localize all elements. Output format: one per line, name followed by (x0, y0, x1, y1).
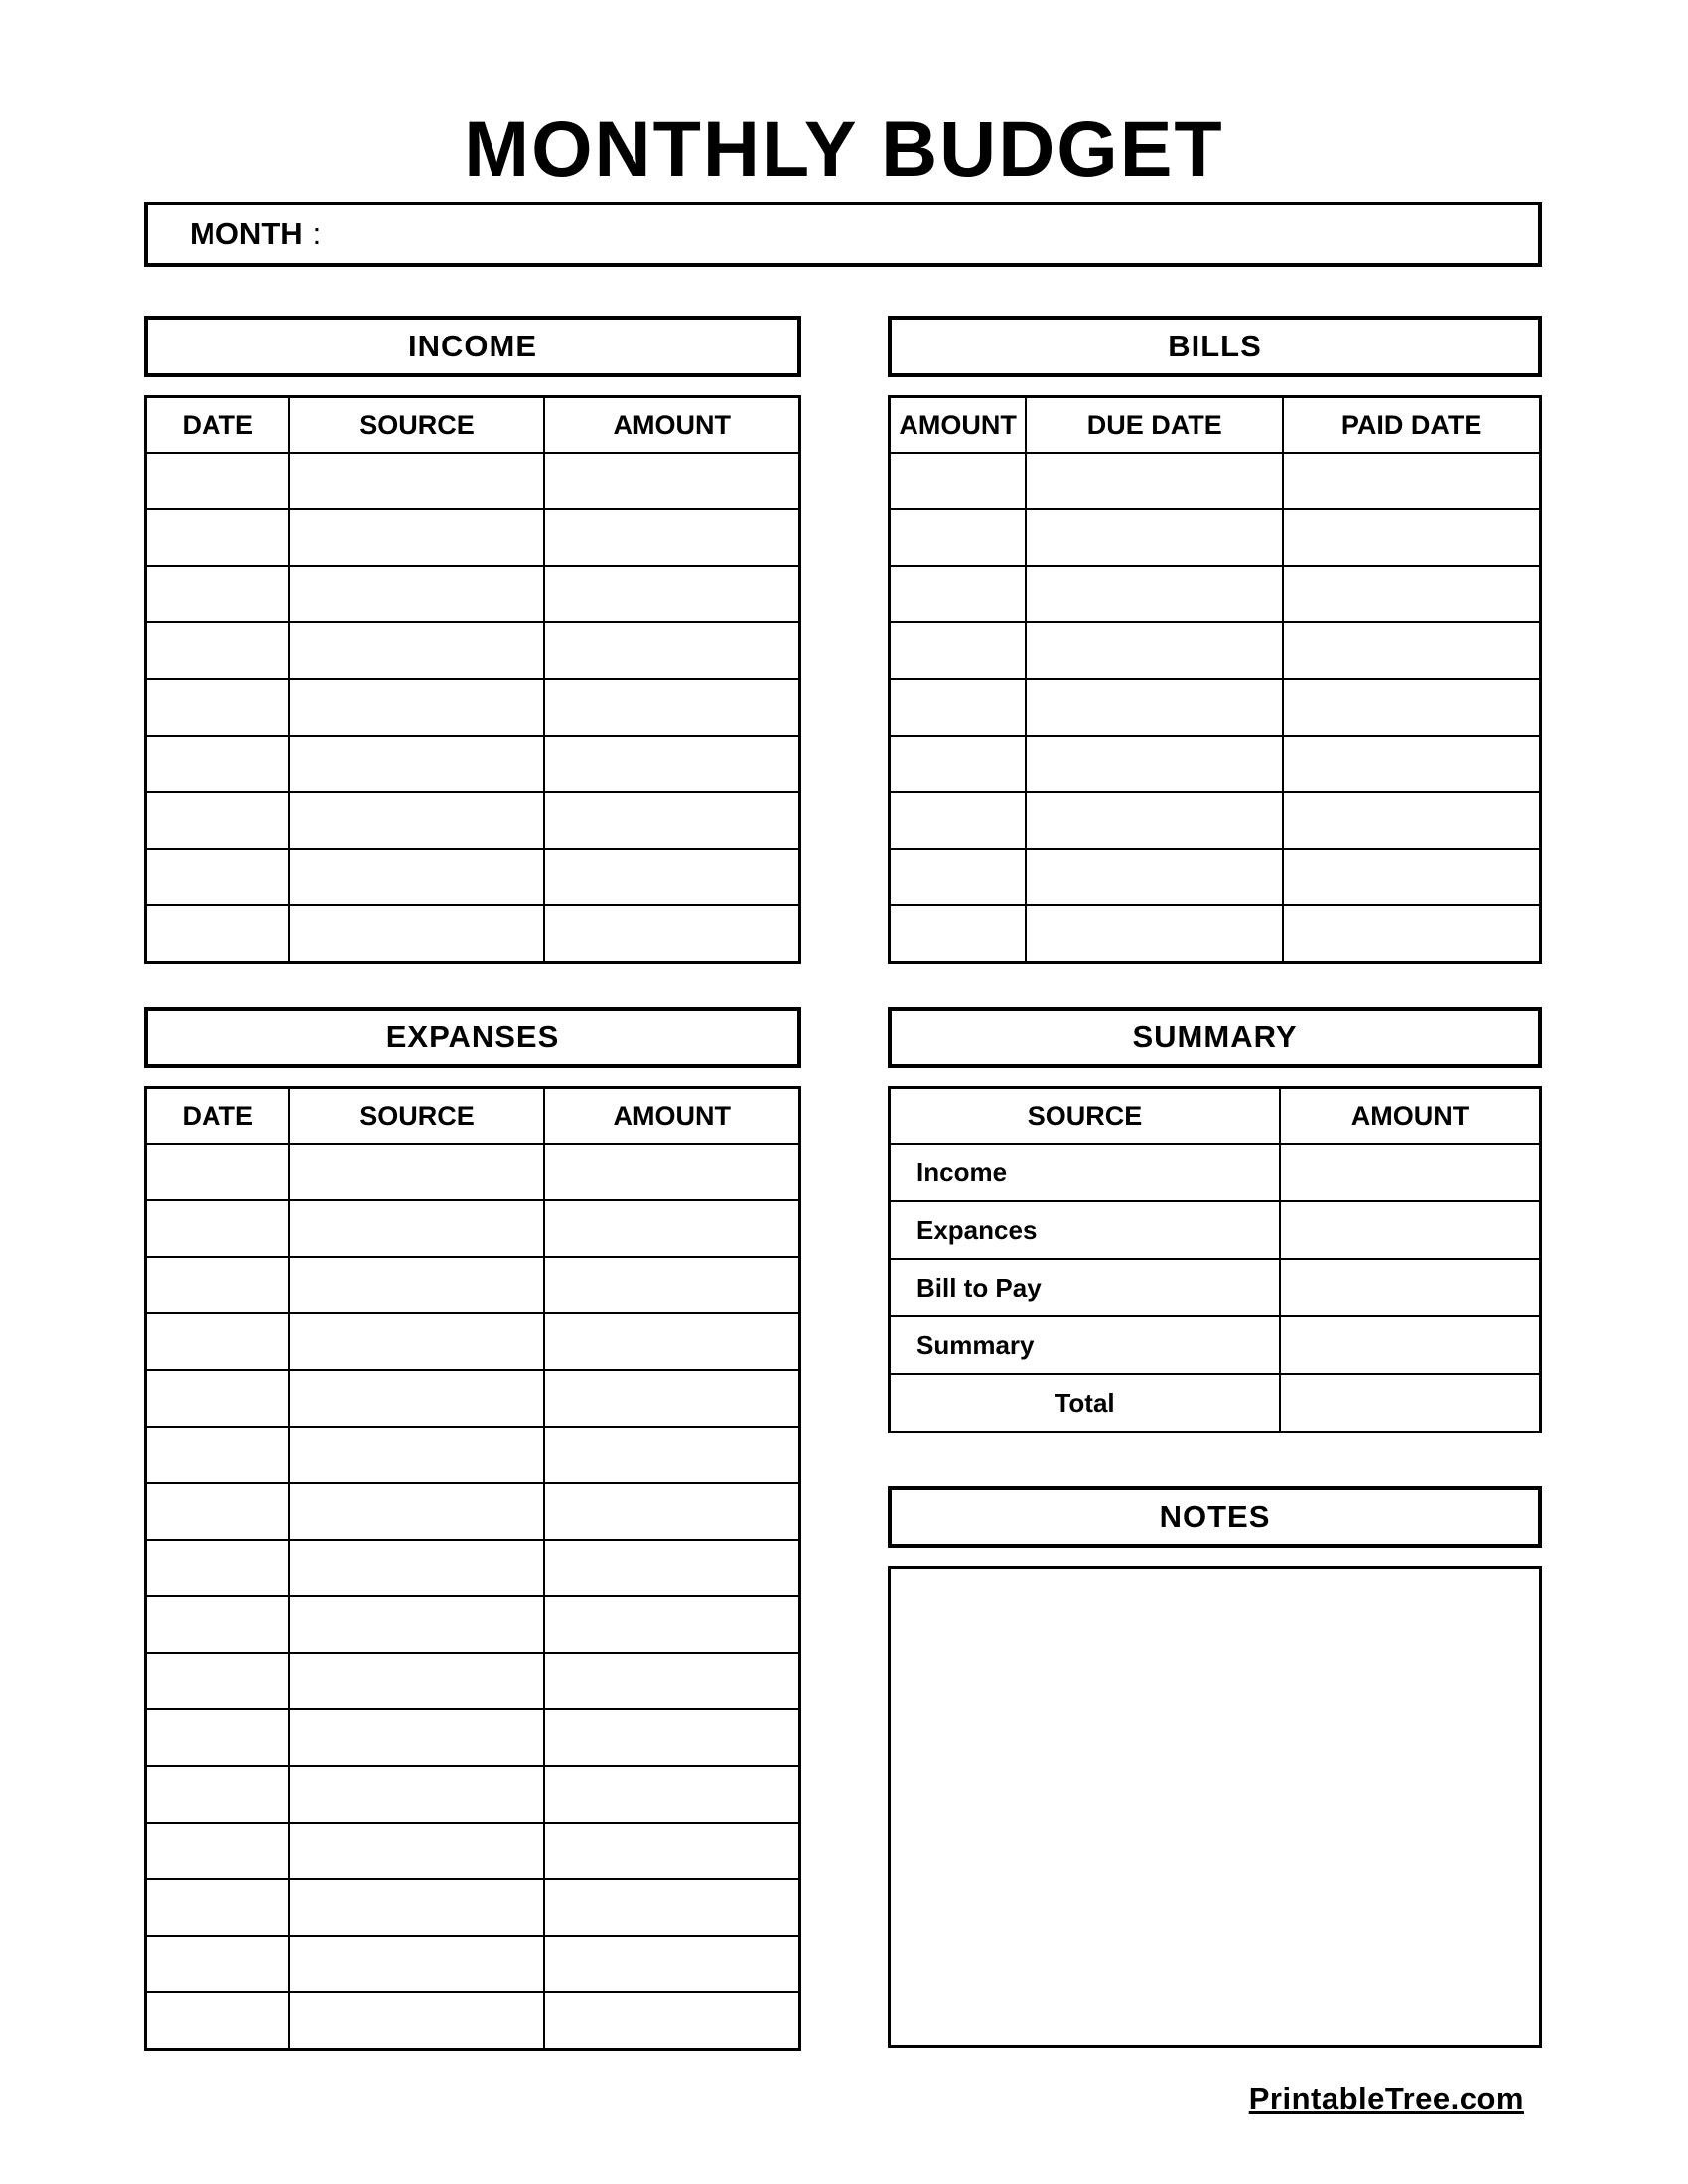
bills-cell[interactable] (1026, 792, 1283, 849)
expanses-cell[interactable] (289, 1540, 544, 1596)
expanses-section (144, 1007, 801, 2051)
expanses-row (146, 1257, 800, 1313)
bills-cell[interactable] (1026, 905, 1283, 963)
bills-cell[interactable] (1283, 736, 1540, 792)
expanses-cell[interactable] (146, 1823, 290, 1879)
income-cell[interactable] (146, 792, 290, 849)
income-row (146, 453, 800, 509)
expanses-cell[interactable] (146, 1596, 290, 1653)
bills-cell[interactable] (1283, 679, 1540, 736)
income-cell[interactable] (289, 509, 544, 566)
expanses-row (146, 1823, 800, 1879)
income-cell[interactable] (289, 566, 544, 622)
income-cell[interactable] (544, 509, 799, 566)
summary-amount-expances[interactable] (1280, 1201, 1540, 1259)
expanses-cell[interactable] (544, 1257, 799, 1313)
bills-cell[interactable] (1026, 566, 1283, 622)
income-cell[interactable] (289, 679, 544, 736)
bills-cell[interactable] (1026, 622, 1283, 679)
bills-row (890, 566, 1541, 622)
expanses-cell[interactable] (289, 1653, 544, 1709)
expanses-row (146, 1200, 800, 1257)
expanses-row (146, 1313, 800, 1370)
expanses-cell[interactable] (544, 1936, 799, 1992)
expanses-cell[interactable] (289, 1823, 544, 1879)
expanses-cell[interactable] (146, 1483, 290, 1540)
income-cell[interactable] (146, 622, 290, 679)
expanses-row (146, 1766, 800, 1823)
expanses-cell[interactable] (146, 1144, 290, 1200)
income-row (146, 622, 800, 679)
expanses-cell[interactable] (544, 1144, 799, 1200)
expanses-cell[interactable] (146, 1936, 290, 1992)
expanses-row (146, 1653, 800, 1709)
expanses-cell[interactable] (146, 1709, 290, 1766)
income-cell[interactable] (544, 905, 799, 963)
expanses-cell[interactable] (544, 1596, 799, 1653)
income-row (146, 679, 800, 736)
expanses-cell[interactable] (146, 1427, 290, 1483)
bills-row (890, 509, 1541, 566)
bills-cell[interactable] (1283, 622, 1540, 679)
summary-row-bill-to-pay (890, 1259, 1541, 1316)
bills-cell[interactable] (890, 849, 1027, 905)
income-row (146, 905, 800, 963)
bills-row (890, 905, 1541, 963)
expanses-cell[interactable] (544, 1823, 799, 1879)
income-cell[interactable] (146, 453, 290, 509)
expanses-cell[interactable] (544, 1879, 799, 1936)
expanses-cell[interactable] (146, 1653, 290, 1709)
expanses-cell[interactable] (146, 1879, 290, 1936)
income-cell[interactable] (146, 679, 290, 736)
expanses-row (146, 1709, 800, 1766)
expanses-cell[interactable] (544, 1370, 799, 1427)
summary-col-amount: AMOUNT (1280, 1088, 1540, 1145)
income-cell[interactable] (544, 622, 799, 679)
bills-cell[interactable] (1283, 453, 1540, 509)
expanses-cell[interactable] (289, 1596, 544, 1653)
bills-row (890, 622, 1541, 679)
income-cell[interactable] (146, 905, 290, 963)
income-cell[interactable] (146, 849, 290, 905)
summary-col-source: SOURCE (890, 1088, 1281, 1145)
bills-cell[interactable] (1026, 679, 1283, 736)
expanses-col-amount: AMOUNT (544, 1088, 799, 1145)
bills-cell[interactable] (890, 736, 1027, 792)
bills-cell[interactable] (1283, 849, 1540, 905)
summary-row-income (890, 1144, 1541, 1201)
summary-label-income: Income (890, 1144, 1281, 1201)
bills-col-due-date: DUE DATE (1026, 397, 1283, 454)
income-col-amount: AMOUNT (544, 397, 799, 454)
expanses-row (146, 1144, 800, 1200)
expanses-cell[interactable] (544, 1313, 799, 1370)
income-table (144, 395, 801, 964)
expanses-row (146, 1540, 800, 1596)
expanses-cell[interactable] (289, 1370, 544, 1427)
bills-cell[interactable] (890, 905, 1027, 963)
bills-cell[interactable] (890, 509, 1027, 566)
expanses-cell[interactable] (544, 1540, 799, 1596)
bills-cell[interactable] (890, 792, 1027, 849)
expanses-title: EXPANSES (144, 1007, 801, 1068)
bills-header-row (890, 397, 1541, 454)
summary-title: SUMMARY (888, 1007, 1542, 1068)
expanses-cell[interactable] (289, 1427, 544, 1483)
expanses-cell[interactable] (146, 1992, 290, 2050)
income-cell[interactable] (544, 849, 799, 905)
income-cell[interactable] (146, 736, 290, 792)
income-title: INCOME (144, 316, 801, 377)
expanses-row (146, 1427, 800, 1483)
expanses-table (144, 1086, 801, 2051)
bills-cell[interactable] (890, 566, 1027, 622)
expanses-col-source: SOURCE (289, 1088, 544, 1145)
summary-header-row (890, 1088, 1541, 1145)
income-cell[interactable] (289, 905, 544, 963)
expanses-cell[interactable] (146, 1540, 290, 1596)
summary-label-bill-to-pay: Bill to Pay (890, 1259, 1281, 1316)
month-field[interactable] (144, 202, 1542, 267)
expanses-row (146, 1879, 800, 1936)
income-cell[interactable] (146, 566, 290, 622)
page-title: MONTHLY BUDGET (464, 104, 1224, 193)
expanses-cell[interactable] (289, 1313, 544, 1370)
income-row (146, 566, 800, 622)
expanses-cell[interactable] (146, 1370, 290, 1427)
summary-label-summary: Summary (890, 1316, 1281, 1374)
income-cell[interactable] (289, 849, 544, 905)
expanses-row (146, 1992, 800, 2050)
income-row (146, 792, 800, 849)
summary-row-total (890, 1374, 1541, 1433)
summary-row-expances (890, 1201, 1541, 1259)
bills-row (890, 849, 1541, 905)
expanses-header-row (146, 1088, 800, 1145)
income-cell[interactable] (289, 453, 544, 509)
expanses-cell[interactable] (289, 1992, 544, 2050)
expanses-cell[interactable] (289, 1257, 544, 1313)
expanses-cell[interactable] (146, 1313, 290, 1370)
expanses-cell[interactable] (289, 1766, 544, 1823)
bills-cell[interactable] (1283, 566, 1540, 622)
notes-title: NOTES (888, 1486, 1542, 1548)
expanses-row (146, 1483, 800, 1540)
expanses-cell[interactable] (544, 1992, 799, 2050)
bills-table (888, 395, 1542, 964)
income-row (146, 509, 800, 566)
summary-label-expances: Expances (890, 1201, 1281, 1259)
expanses-cell[interactable] (544, 1709, 799, 1766)
expanses-row (146, 1596, 800, 1653)
expanses-cell[interactable] (146, 1766, 290, 1823)
bills-row (890, 792, 1541, 849)
bills-row (890, 679, 1541, 736)
income-cell[interactable] (289, 736, 544, 792)
bills-cell[interactable] (1283, 792, 1540, 849)
bills-cell[interactable] (1026, 849, 1283, 905)
income-cell[interactable] (544, 736, 799, 792)
income-col-source: SOURCE (289, 397, 544, 454)
bills-cell[interactable] (1283, 905, 1540, 963)
bills-col-amount: AMOUNT (890, 397, 1027, 454)
income-col-date: DATE (146, 397, 290, 454)
summary-amount-summary[interactable] (1280, 1316, 1540, 1374)
income-cell[interactable] (544, 679, 799, 736)
expanses-cell[interactable] (289, 1483, 544, 1540)
income-row (146, 849, 800, 905)
expanses-cell[interactable] (289, 1936, 544, 1992)
bills-row (890, 453, 1541, 509)
bills-row (890, 736, 1541, 792)
bills-col-paid-date: PAID DATE (1283, 397, 1540, 454)
income-cell[interactable] (544, 792, 799, 849)
expanses-cell[interactable] (544, 1200, 799, 1257)
bills-cell[interactable] (890, 622, 1027, 679)
income-header-row (146, 397, 800, 454)
expanses-cell[interactable] (146, 1257, 290, 1313)
summary-section (888, 1007, 1542, 1433)
month-colon: : (312, 216, 322, 251)
expanses-cell[interactable] (289, 1200, 544, 1257)
summary-amount-bill-to-pay[interactable] (1280, 1259, 1540, 1316)
month-label: MONTH (190, 216, 303, 251)
income-section (144, 316, 801, 964)
income-cell[interactable] (544, 453, 799, 509)
expanses-row (146, 1936, 800, 1992)
summary-row-summary (890, 1316, 1541, 1374)
summary-amount-total[interactable] (1280, 1374, 1540, 1433)
bills-cell[interactable] (1026, 453, 1283, 509)
income-cell[interactable] (544, 566, 799, 622)
expanses-cell[interactable] (146, 1200, 290, 1257)
bills-cell[interactable] (890, 679, 1027, 736)
income-cell[interactable] (289, 622, 544, 679)
summary-table (888, 1086, 1542, 1433)
expanses-col-date: DATE (146, 1088, 290, 1145)
expanses-cell[interactable] (289, 1879, 544, 1936)
footer-link[interactable]: PrintableTree.com (1248, 2081, 1524, 2116)
bills-section (888, 316, 1542, 964)
bills-title: BILLS (888, 316, 1542, 377)
income-row (146, 736, 800, 792)
bills-cell[interactable] (1283, 509, 1540, 566)
expanses-cell[interactable] (289, 1709, 544, 1766)
summary-amount-income[interactable] (1280, 1144, 1540, 1201)
expanses-cell[interactable] (544, 1483, 799, 1540)
expanses-cell[interactable] (544, 1427, 799, 1483)
notes-box[interactable] (888, 1566, 1542, 2048)
summary-label-total: Total (890, 1374, 1281, 1433)
bills-cell[interactable] (1026, 509, 1283, 566)
bills-cell[interactable] (1026, 736, 1283, 792)
income-cell[interactable] (289, 792, 544, 849)
expanses-row (146, 1370, 800, 1427)
bills-cell[interactable] (890, 453, 1027, 509)
expanses-cell[interactable] (544, 1653, 799, 1709)
notes-section (888, 1486, 1542, 2048)
income-cell[interactable] (146, 509, 290, 566)
expanses-cell[interactable] (289, 1144, 544, 1200)
expanses-cell[interactable] (544, 1766, 799, 1823)
